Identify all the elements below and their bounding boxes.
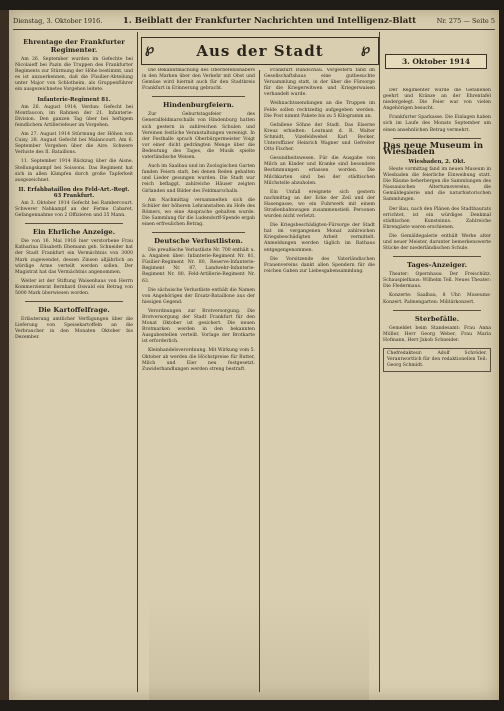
article-heading: Sterbefälle.: [414, 314, 460, 323]
dateline: Wiesbaden, 2. Okt.: [408, 158, 466, 165]
header-page-number: Nr. 275 — Seite 5: [436, 17, 495, 25]
paragraph: Frankfurt Rundschau. Vorgestern fand im Gesellschaftshaus eine gutbesuchte Versammlung statt, in der über die Fürsorge für die Kriegerwitwen und Kriegerwaisen verhandelt wurde.: [264, 68, 375, 98]
paragraph: Am 3. Oktober 1914 Gefecht bei Rambercourt. Schwerer Nahkampf an der Ferme Cabaret, Gefangennahme von 2 Offizieren und 35 Mann.: [15, 200, 133, 219]
paragraph: Theater: Opernhaus: Der Freischütz. Schauspielhaus: Wilhelm Tell. Neues Theater: Die Fledermaus.: [383, 272, 491, 290]
column-rule: [259, 70, 260, 692]
paragraph: Die Bekanntmachung des Oberbefehlshabers in den Marken über den Verkehr mit Obst und Gemüse wird hiermit auch für den Stadtkreis Frankfurt in Erinnerung gebracht.: [142, 68, 255, 92]
article-heading: Tages-Anzeiger.: [407, 261, 467, 270]
paragraph: Die Kriegsbeschädigten-Fürsorge der Stadt hat im vergangenen Monat zahlreichen Kriegsbeschädigten Arbeit vermittelt. Anmeldungen werden täglich im Rathaus entgegengenommen.: [264, 223, 375, 253]
divider: [393, 310, 481, 311]
paragraph: Kleinhandelsverordnung. Mit Wirkung vom 5. Oktober ab werden die Höchstpreise für Butter, Milch und Eier neu festgesetzt. Zuwiderhandlungen werden streng bestraft.: [142, 348, 255, 372]
paragraph: Die sächsische Verlustliste enthält die Namen von Angehörigen der Ersatz-Bataillone aus der hiesigen Gegend.: [142, 287, 255, 305]
paragraph: Auch im Saalbau und im Zoologischen Garten fanden Feiern statt, bei denen Reden gehalten und Lieder gesungen wurden. Die Stadt war reich beflaggt, zahlreiche Häuser zeigten Girlanden und Bilder des Feldmarschalls.: [142, 164, 255, 194]
paragraph: Die preußische Verlustliste Nr. 700 enthält u. a. Angaben über: Infanterie-Regiment Nr. 81, Füsilier-Regiment Nr. 80, Reserve-Infanterie-Regiment Nr. 87, Landwehr-Infanterie-Regiment Nr. 80, Feld-Artillerie-Regiment Nr. 63.: [142, 248, 255, 284]
date-box: 3. Oktober 1914: [385, 54, 487, 69]
ornament-right-icon: ℘: [361, 42, 371, 57]
paragraph: Am 26. August 1914, Verdun: Gefecht bei Montfaucon, im Rahmen der 21. Infanterie-Division. Den ganzen Tag über bei heftigem feindlichem Artilleriefeuer im Vorgehen.: [15, 104, 133, 128]
divider: [393, 256, 481, 257]
article-heading: Deutsche Verlustlisten.: [154, 237, 243, 246]
section-title: Aus der Stadt: [196, 42, 324, 60]
paragraph: Am Nachmittag versammelten sich die Schüler der höheren Lehranstalten im Hofe des Römers, wo eine Ansprache gehalten wurde. Die Sammlung für die Ludendorff-Spende ergab einen erfreulichen Betrag.: [142, 197, 255, 227]
page-header: [13, 13, 495, 30]
section-title-box: [141, 37, 379, 65]
divider: [152, 232, 245, 233]
article-heading: Ehrentage der Frankfurter Regimenter.: [23, 38, 125, 54]
paragraph: Ein Unfall ereignete sich gestern nachmittag an der Ecke der Zeil und der Hasengasse, wo ein Fuhrwerk mit einem Straßenbahnwagen zusammenstieß. Personen wurden nicht verletzt.: [264, 189, 375, 220]
column-4: [383, 88, 491, 688]
paragraph: Der Bau, nach den Plänen des Stadtbaurats errichtet, ist ein würdiges Denkmal städtischen Kunstsinns. Zahlreiche Ehrengäste waren erschienen.: [383, 206, 491, 230]
paragraph: Frankfurter Sparkasse. Die Einlagen haben sich im Laufe des Monats September um einen ansehnlichen Betrag vermehrt.: [383, 115, 491, 133]
paragraph: Weiter ist der Stiftung Waisenhaus von Herrn Kommerzienrat Bernhard Oswald ein Betrag von 5000 Mark überwiesen worden.: [15, 278, 133, 296]
paragraph: Gemeldet beim Standesamt: Frau Anna Müller, Herr Georg Weber, Frau Maria Hofmann, Herr Jakob Schneider.: [383, 325, 491, 343]
article-heading: Die Kartoffelfrage.: [38, 306, 110, 315]
divider: [25, 301, 123, 302]
article-heading: Das neue Museum in Wiesbaden: [383, 140, 484, 157]
paragraph: Erläuterung amtlicher Verfügungen über die Lieferung von Speisekartoffeln an die Verbraucher in den Monaten Oktober bis Dezember.: [15, 317, 133, 341]
book-binding: [0, 10, 9, 700]
paragraph: Die Vorsitzende des Vaterländischen Frauenvereins dankt allen Spendern für die reichen Gaben zur Liebesgabensammlung.: [264, 256, 375, 274]
subheading: II. Erfahbataillon des Feld-Art.-Regt. 63 Frankfurt.: [18, 186, 130, 199]
column-rule: [137, 32, 138, 692]
divider: [152, 96, 245, 97]
column-rule: [379, 32, 380, 692]
article-heading: Hindenburgfeiern.: [162, 101, 235, 110]
divider: [393, 138, 481, 139]
paragraph: Zur Geburtstagsfeier des Generalfeldmarschalls von Hindenburg hatten sich gestern in zahlreichen Schulen und Vereinen festliche Veranstaltungen vereinigt. In der Festhalle sprach Oberbürgermeister Voigt vor einer dicht gedrängten Menge über die Bedeutung des Tages, die Musik spielte vaterländische Weisen.: [142, 112, 255, 161]
paragraph: Gefallene Söhne der Stadt. Das Eiserne Kreuz erhielten: Leutnant d. R. Walter Schmidt, Vizefeldwebel Karl Becker, Unteroffizier Heinrich Wagner und Gefreiter Otto Fischer.: [264, 122, 375, 153]
divider: [25, 223, 123, 224]
column-1: [15, 34, 133, 674]
column-3: [264, 68, 375, 678]
paragraph: Die von 16. Mai 1916 hier verstorbene Frau Katharina Elisabeth Ehemann geb. Schneider hat der Stadt Frankfurt ein Vermächtnis von 3000 Mark zugewendet, dessen Zinsen alljährlich an würdige Arme verteilt werden sollen. Der Magistrat hat das Vermächtnis angenommen.: [15, 239, 133, 275]
paragraph: Am 26. September wurden im Gefechte bei Nicolaieff bei Pazin die Truppen des Frankfurter Regiments zur Stürmung der Höhe bestimmt, und es ist anzuerkennen, daß die Füsilier-Abteilung unter Major von Schlotheim, als Gruppenführer ein ausgezeichnetes Vorgehen leitete.: [15, 57, 133, 93]
article-heading: Ein Ehrliche Anzeige.: [32, 228, 116, 237]
newspaper-page: [9, 10, 499, 700]
paragraph: 11. September 1914 Rückzug über die Aisne. Stellungskampf bei Soissons. Das Regiment hat sich in allen Kämpfen durch große Tapferkeit ausgezeichnet.: [15, 159, 133, 183]
subheading: Infanterie-Regiment 81.: [37, 96, 111, 103]
column-2: [142, 68, 255, 678]
header-title: 1. Beiblatt der Frankfurter Nachrichten und Intelligenz-Blatt: [122, 16, 417, 26]
paragraph: Verordnungen zur Brotversorgung. Die Brotversorgung der Stadt Frankfurt für den Monat Oktober ist gesichert. Die neuen Brotmarken werden in den bekannten Ausgabestellen verteilt. Vorlage der Brotkarte ist erforderlich.: [142, 308, 255, 345]
paragraph: Weihnachtssendungen an die Truppen im Felde sollen rechtzeitig aufgegeben werden. Die Post nimmt Pakete bis zu 5 Kilogramm an.: [264, 101, 375, 119]
paragraph: Heute vormittag fand im neuen Museum in Wiesbaden die feierliche Einweihung statt. Die Räume beherbergen die Sammlungen des Nassauischen Altertumsvereins, die Gemäldegalerie und die naturhistorischen Sammlungen.: [383, 166, 491, 203]
paragraph: Gesundheitswesen. Für die Ausgabe von Milch an Kinder und Kranke sind besondere Bestimmungen erlassen worden. Die Milchkarten sind bei der städtischen Milchstelle abzuholen.: [264, 156, 375, 186]
paragraph: Am 27. August 1914 Stürmung der Höhen von Cuisy, 28. August Gefecht bei Malancourt. Am 6. September Vorgehen über die Aire. Schwere Verluste des II. Bataillons.: [15, 132, 133, 156]
paragraph: Die Gemäldegalerie enthält Werke alter und neuer Meister, darunter bemerkenswerte Stücke der niederländischen Schule.: [383, 233, 491, 252]
ornament-left-icon: ℘: [145, 42, 155, 57]
paragraph: Konzerte: Saalbau, 8 Uhr: Museums-Konzert. Palmengarten: Militärkonzert.: [383, 293, 491, 305]
paragraph: Der Regimenter wurde die Gefallenen geehrt und Kränze an der Ehrentafel niedergelegt. Die Feier war von vielen Angehörigen besucht.: [383, 88, 491, 112]
imprint-box: Chefredakteur: Adolf Schröder. Verantwortlich für den redaktionellen Teil: Georg Schmidt.: [383, 348, 491, 372]
header-date: Dienstag, 3. Oktober 1916.: [13, 17, 103, 25]
